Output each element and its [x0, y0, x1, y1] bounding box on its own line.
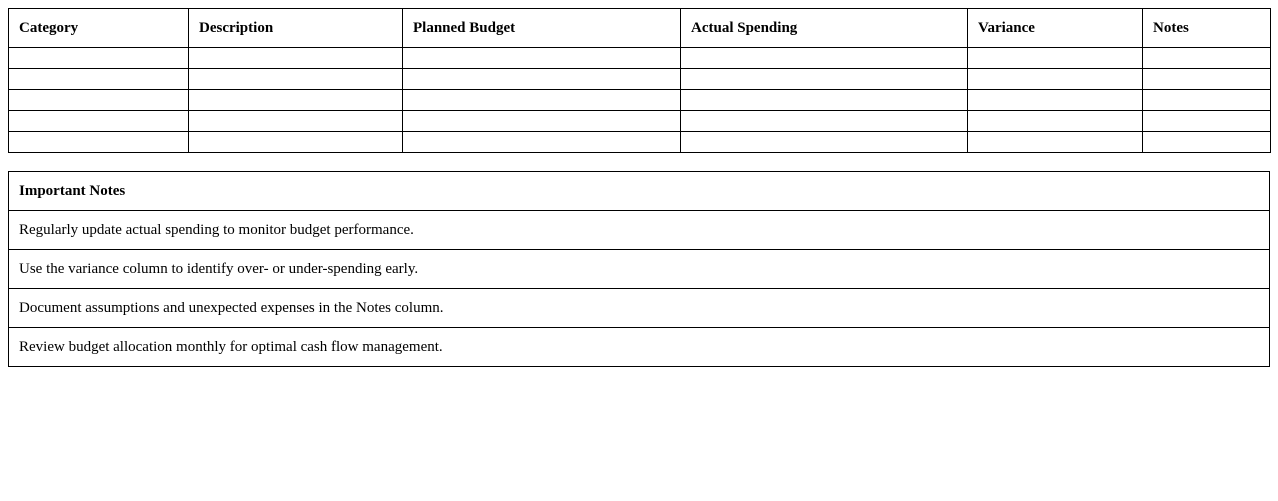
- table-cell: [681, 90, 968, 111]
- table-row: [9, 48, 1271, 69]
- table-cell: [968, 48, 1143, 69]
- column-header-description: Description: [189, 9, 403, 48]
- table-cell: [681, 69, 968, 90]
- note-row: [9, 328, 1270, 367]
- table-cell: [403, 132, 681, 153]
- table-cell: [1143, 90, 1271, 111]
- table-cell: [189, 132, 403, 153]
- table-cell: [403, 48, 681, 69]
- table-cell: [189, 111, 403, 132]
- table-row: [9, 69, 1271, 90]
- table-cell: [9, 48, 189, 69]
- note-item: Document assumptions and unexpected expenses in the Notes column.: [9, 289, 1270, 328]
- table-cell: [1143, 69, 1271, 90]
- table-cell: [189, 48, 403, 69]
- table-cell: [9, 111, 189, 132]
- table-cell: [681, 48, 968, 69]
- budget-table: [8, 8, 1271, 153]
- note-item: Regularly update actual spending to monitor budget performance.: [9, 211, 1270, 250]
- table-cell: [189, 69, 403, 90]
- table-cell: [968, 132, 1143, 153]
- table-cell: [9, 132, 189, 153]
- table-cell: [1143, 132, 1271, 153]
- column-header-notes: Notes: [1143, 9, 1271, 48]
- table-cell: [1143, 48, 1271, 69]
- table-row: [9, 111, 1271, 132]
- column-header-planned-budget: Planned Budget: [403, 9, 681, 48]
- table-cell: [403, 111, 681, 132]
- important-notes-table: [8, 171, 1270, 367]
- table-cell: [9, 90, 189, 111]
- column-header-variance: Variance: [968, 9, 1143, 48]
- table-cell: [403, 69, 681, 90]
- column-header-category: Category: [9, 9, 189, 48]
- table-cell: [681, 111, 968, 132]
- column-header-actual-spending: Actual Spending: [681, 9, 968, 48]
- table-cell: [968, 90, 1143, 111]
- table-header-row: [9, 9, 1271, 48]
- table-cell: [968, 111, 1143, 132]
- note-item: Review budget allocation monthly for optimal cash flow management.: [9, 328, 1270, 367]
- table-cell: [681, 132, 968, 153]
- table-cell: [968, 69, 1143, 90]
- important-notes-title: Important Notes: [9, 172, 1270, 211]
- notes-header-row: [9, 172, 1270, 211]
- table-cell: [189, 90, 403, 111]
- table-cell: [403, 90, 681, 111]
- note-row: [9, 289, 1270, 328]
- note-item: Use the variance column to identify over- or under-spending early.: [9, 250, 1270, 289]
- note-row: [9, 211, 1270, 250]
- table-row: [9, 132, 1271, 153]
- table-row: [9, 90, 1271, 111]
- note-row: [9, 250, 1270, 289]
- table-cell: [9, 69, 189, 90]
- table-cell: [1143, 111, 1271, 132]
